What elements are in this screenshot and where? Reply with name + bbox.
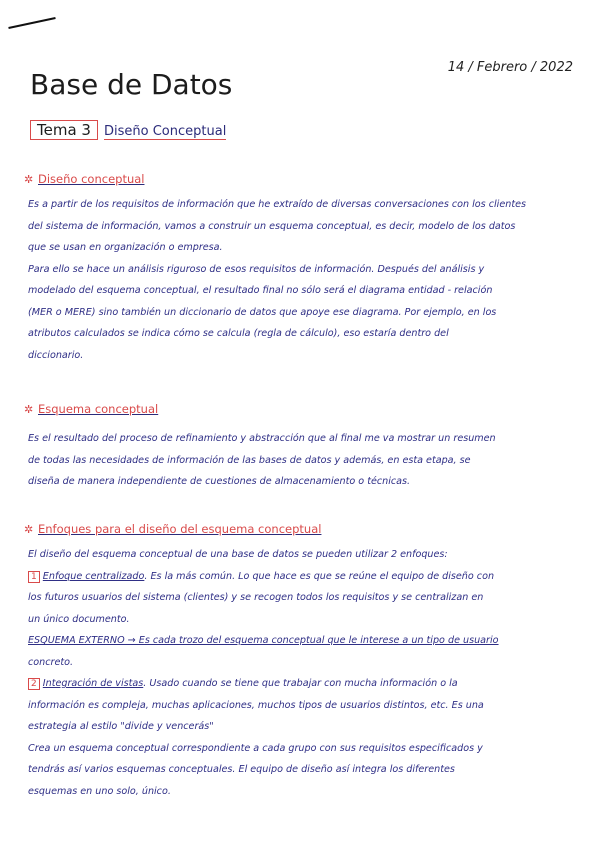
text-line: . Usado cuando se tiene que trabajar con mucha información o la <box>143 678 458 689</box>
section-body-enfoques <box>28 544 580 802</box>
star-icon: ✲ <box>24 522 34 536</box>
section-body-esquema <box>28 428 580 493</box>
text-line: del sistema de información, vamos a construir un esquema conceptual, es decir, modelo de los datos <box>28 220 516 232</box>
section-heading-text: Esquema conceptual <box>38 402 159 416</box>
text-line: modelado del esquema conceptual, el resultado final no sólo será el diagrama entidad - relación <box>28 285 493 296</box>
star-icon: ✲ <box>24 402 34 416</box>
list-item-enfoque-2 <box>28 673 580 695</box>
item-label: Integración de vistas <box>42 678 144 689</box>
section-heading-text: Enfoques para el diseño del esquema conceptual <box>38 522 322 536</box>
date-label: 14 / Febrero / 2022 <box>447 60 573 75</box>
text-line: estrategia al estilo "divide y vencerás" <box>28 721 214 732</box>
text-line: tendrás así varios esquemas conceptuales. El equipo de diseño así integra los diferentes <box>28 764 455 775</box>
intro-line: El diseño del esquema conceptual de una base de datos se pueden utilizar 2 enfoques: <box>28 549 448 560</box>
text-line: atributos calculados se indica cómo se calcula (regla de cálculo), eso estaría dentro del <box>28 328 449 339</box>
topic-label: Tema 3 <box>30 120 98 140</box>
text-line: de todas las necesidades de información de las bases de datos y además, en esta etapa, se <box>28 454 471 466</box>
item-number: 1 <box>28 571 40 583</box>
section-heading-enfoques <box>24 522 321 536</box>
text-line: que se usan en organización o empresa. <box>28 242 223 253</box>
text-line: ESQUEMA EXTERNO → Es cada trozo del esquema conceptual que le interese a un tipo de usuario <box>28 635 499 646</box>
text-line: Es el resultado del proceso de refinamiento y abstracción que al final me va mostrar un resumen <box>28 433 496 444</box>
text-line: esquemas en uno solo, único. <box>28 785 171 797</box>
list-item-enfoque-1 <box>28 566 580 588</box>
text-line: Es a partir de los requisitos de información que he extraído de diversas conversaciones con los clientes <box>28 199 526 210</box>
text-line: un único documento. <box>28 613 130 625</box>
text-line: diseña de manera independiente de cuestiones de almacenamiento o técnicas. <box>28 476 411 487</box>
item-number: 2 <box>28 678 40 690</box>
text-line: (MER o MERE) sino también un diccionario de datos que apoye ese diagrama. Por ejemplo, en los <box>28 306 497 318</box>
section-heading-text: Diseño conceptual <box>38 172 145 186</box>
text-line: diccionario. <box>28 349 84 361</box>
page-title: Base de Datos <box>30 68 233 101</box>
section-heading-esquema <box>24 402 158 416</box>
section-body-diseno <box>28 194 580 366</box>
text-line: los futuros usuarios del sistema (clientes) y se recogen todos los requisitos y se centralizan en <box>28 592 484 603</box>
text-line: Crea un esquema conceptual correspondiente a cada grupo con sus requisitos especificados y <box>28 742 483 754</box>
section-heading-diseno <box>24 172 144 186</box>
pen-stroke-mark <box>8 17 55 29</box>
text-line: . Es la más común. Lo que hace es que se reúne el equipo de diseño con <box>144 570 495 582</box>
text-line: Para ello se hace un análisis riguroso de esos requisitos de información. Después del análisis y <box>28 263 485 275</box>
topic-name: Diseño Conceptual <box>104 124 227 139</box>
star-icon: ✲ <box>24 172 34 186</box>
item-label: Enfoque centralizado <box>42 570 145 582</box>
text-line: concreto. <box>28 656 74 668</box>
text-line: información es compleja, muchas aplicaciones, muchos tipos de usuarios distintos, etc. Es una <box>28 699 484 711</box>
